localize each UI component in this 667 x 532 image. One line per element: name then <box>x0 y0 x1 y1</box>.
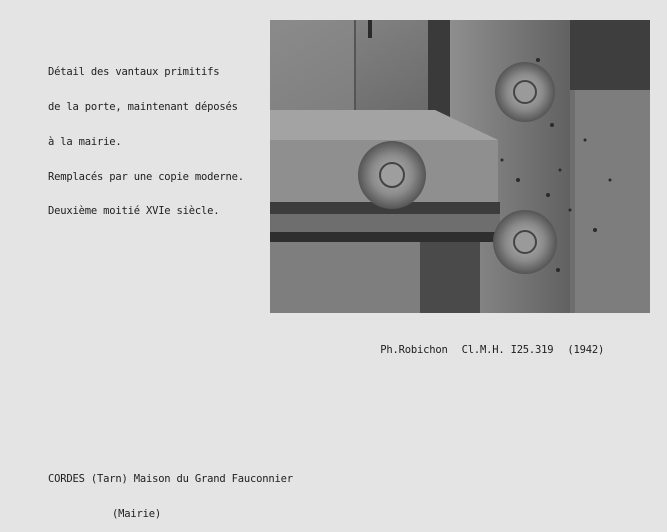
location-line-1: CORDES (Tarn) Maison du Grand Fauconnier <box>48 473 293 486</box>
location-label <box>48 451 293 532</box>
caption-line: Détail des vantaux primitifs <box>48 66 220 79</box>
photo-image <box>270 20 650 313</box>
caption-line: de la porte, maintenant déposés <box>48 100 238 113</box>
photo-credit <box>368 332 604 356</box>
caption-line: Remplacés par une copie moderne. <box>48 170 244 183</box>
photographer-name: Ph.Robichon <box>380 344 448 356</box>
rosette-ornament <box>495 62 555 122</box>
door-photograph <box>270 20 650 313</box>
photo-caption <box>48 44 244 230</box>
archive-reference: Cl.M.H. I25.319 <box>461 344 554 356</box>
caption-line: Deuxième moitié XVIe siècle. <box>48 205 220 218</box>
location-line-2: (Mairie) <box>112 507 161 520</box>
caption-line: à la mairie. <box>48 135 122 148</box>
rosette-ornament <box>493 210 557 274</box>
rosette-ornament <box>358 141 426 209</box>
photo-year: (1942) <box>567 344 605 356</box>
